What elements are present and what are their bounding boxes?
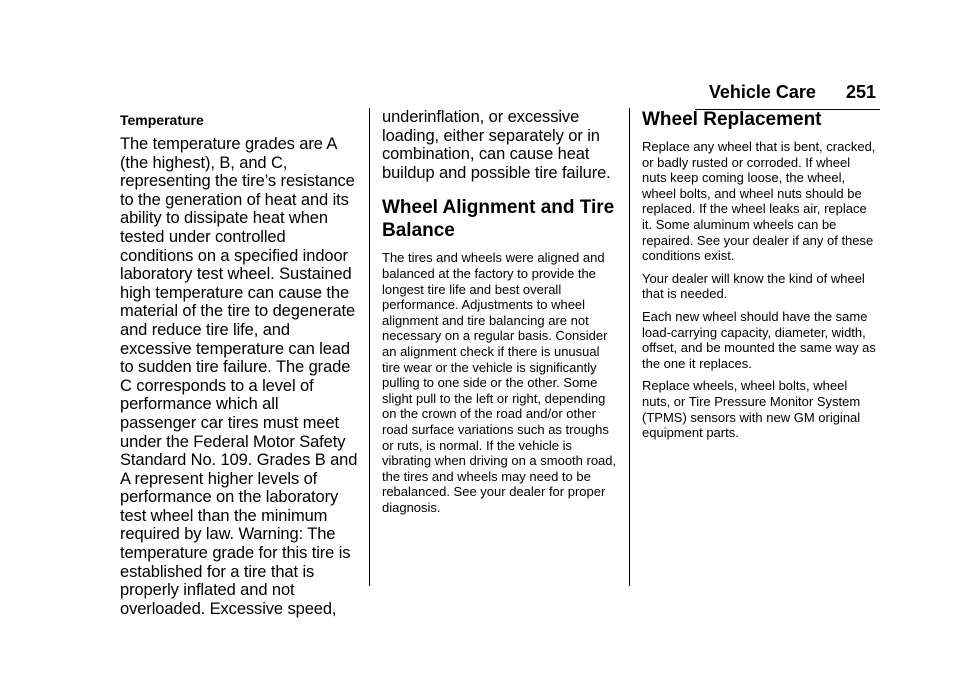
temperature-continuation: underinflation, or excessive loading, either separately or in combination, can cause heat buildup and possible tire failure. [382,108,611,182]
wheel-replacement-paragraph: Replace wheels, wheel bolts, wheel nuts, or Tire Pressure Monitor System (TPMS) sensors with new GM original equipment parts. [642,378,861,441]
wheel-replacement-paragraph: Replace any wheel that is bent, cracked, or badly rusted or corroded. If wheel nuts keep coming loose, the wheel, wheel bolts, and wheel nuts should be replaced. If the wheel leaks air, replace it. Some aluminum wheels can be repaired. See your dealer if any of these conditions exist. [642,139,876,264]
page-number: 251 [845,82,876,102]
temperature-subheading: Temperature [120,112,204,128]
column-divider-1 [369,108,370,586]
column-3 [642,108,878,448]
wheel-replacement-paragraph: Each new wheel should have the same load-carrying capacity, diameter, width, offset, and be mounted the same way as the one it replaces. [642,308,876,371]
wheel-replacement-paragraph: Your dealer will know the kind of wheel that is needed. [642,270,865,302]
wheel-alignment-paragraph: The tires and wheels were aligned and balanced at the factory to provide the longest tire life and best overall performance. Adjustments to wheel alignment and tire balancing are not necessary on a regular basis. Consider an alignment check if there is unusual tire wear or the vehicle is significantly pulling to one side or the other. Some slight pull to the left or right, depending on the crown of the road and/or other road surface variations such as troughs or ruts, is normal. If the vehicle is vibrating when driving on a smooth road, the tires and wheels may need to be rebalanced. See your dealer for proper diagnosis. [382,250,617,515]
wheel-alignment-heading: Wheel Alignment and Tire Balance [382,197,615,242]
page-header [709,82,876,103]
wheel-replacement-heading: Wheel Replacement [642,109,822,130]
column-1 [120,108,358,618]
section-title: Vehicle Care [708,82,816,102]
column-divider-2 [629,108,630,586]
column-2 [382,108,618,522]
temperature-paragraph: The temperature grades are A (the highest), B, and C, representing the tire’s resistance to the generation of heat and its ability to dissipate heat when tested under controlled conditions on a specified indoor laboratory test wheel. Sustained high temperature can cause the material of the tire to degenerate and reduce tire life, and excessive temperature can lead to sudden tire failure. The grade C corresponds to a level of performance which all passenger car tires must meet under the Federal Motor Safety Standard No. 109. Grades B and A represent higher levels of performance on the laboratory test wheel than the minimum required by law. Warning: The temperature grade for this tire is established for a tire that is properly inflated and not overloaded. Excessive speed, [120,135,358,618]
